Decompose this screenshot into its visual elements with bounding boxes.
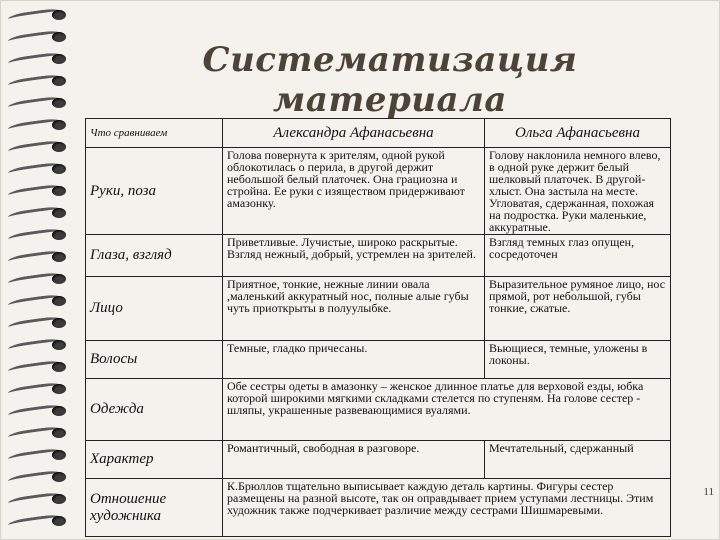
cell-aleksandra: Романтичный, свободная в разговоре. (223, 441, 485, 479)
binding-ring (6, 162, 72, 176)
binding-ring (6, 140, 72, 154)
cell-merged: К.Брюллов тщательно выписывает каждую деталь картины. Фигуры сестер размещены на разной высоте, так он оправдывает прием уступами лестницы. Этим художник также подчеркивает различие между сестрами Шишмаревыми. (223, 479, 671, 537)
row-label: Глаза, взгляд (86, 235, 223, 277)
header-olga: Ольга Афанасьевна (485, 119, 671, 148)
binding-ring (6, 30, 72, 44)
binding-ring (6, 118, 72, 132)
cell-aleksandra: Голова повернута к зрителям, одной рукой облокотилась о перила, в другой держит небольшой белый платочек. Она грациозна и стройна. Ее руки с изяществом придерживают амазонку. (223, 148, 485, 235)
binding-ring (6, 96, 72, 110)
binding-ring (6, 228, 72, 242)
binding-ring (6, 382, 72, 396)
binding-ring (6, 74, 72, 88)
table-row (86, 479, 671, 537)
cell-olga: Взгляд темных глаз опущен, сосредоточен (485, 235, 671, 277)
table-row (86, 277, 671, 341)
cell-olga: Мечтательный, сдержанный (485, 441, 671, 479)
cell-olga: Вьющиеся, темные, уложены в локоны. (485, 341, 671, 379)
table-header-row (86, 119, 671, 148)
binding-ring (6, 360, 72, 374)
comparison-table (85, 118, 671, 537)
row-label: Лицо (86, 277, 223, 341)
binding-ring (6, 338, 72, 352)
spiral-binding (0, 0, 78, 540)
row-label: Руки, поза (86, 148, 223, 235)
binding-ring (6, 470, 72, 484)
row-label: Волосы (86, 341, 223, 379)
row-label: Одежда (86, 379, 223, 441)
table-row (86, 148, 671, 235)
slide-title: Систематизация материала (202, 40, 578, 120)
binding-ring (6, 8, 72, 22)
row-label: Характер (86, 441, 223, 479)
binding-ring (6, 492, 72, 506)
binding-ring (6, 206, 72, 220)
binding-ring (6, 52, 72, 66)
cell-olga: Голову наклонила немного влево, в одной руке держит белый шелковый платочек. В другой-хлыст. Она застыла на месте. Угловатая, сдержанная, похожая на подростка. Руки маленькие, аккуратные. (485, 148, 671, 235)
binding-ring (6, 514, 72, 528)
header-aleksandra: Александра Афанасьевна (223, 119, 485, 148)
table-row (86, 441, 671, 479)
table-row (86, 235, 671, 277)
binding-ring (6, 426, 72, 440)
cell-aleksandra: Темные, гладко причесаны. (223, 341, 485, 379)
page-number: 11 (703, 486, 714, 498)
binding-ring (6, 316, 72, 330)
binding-ring (6, 294, 72, 308)
table-row (86, 341, 671, 379)
binding-ring (6, 404, 72, 418)
cell-aleksandra: Приятное, тонкие, нежные линии овала ,маленький аккуратный нос, полные алые губы чуть приоткрыты в полуулыбке. (223, 277, 485, 341)
cell-olga: Выразительное румяное лицо, нос прямой, рот небольшой, губы тонкие, сжатые. (485, 277, 671, 341)
header-compare: Что сравниваем (86, 119, 223, 148)
binding-ring (6, 184, 72, 198)
binding-ring (6, 250, 72, 264)
row-label: Отношение художника (86, 479, 223, 537)
cell-aleksandra: Приветливые. Лучистые, широко раскрытые. Взгляд нежный, добрый, устремлен на зрителей. (223, 235, 485, 277)
table-row (86, 379, 671, 441)
cell-merged: Обе сестры одеты в амазонку – женское длинное платье для верховой езды, юбка которой широкими мягкими складками стелется по ступеням. На голове сестер - шляпы, украшенные развевающимися вуалями. (223, 379, 671, 441)
binding-ring (6, 448, 72, 462)
binding-ring (6, 272, 72, 286)
